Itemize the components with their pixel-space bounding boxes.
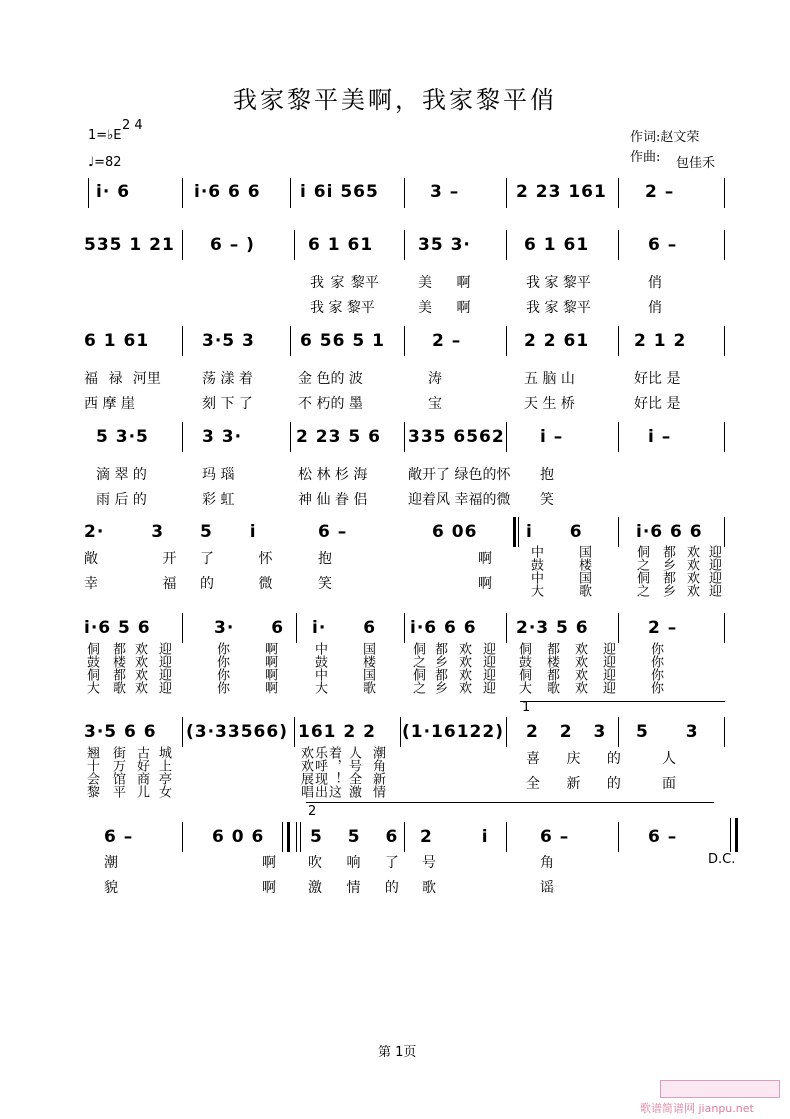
lyric: 福 禄 河里 xyxy=(84,371,161,387)
vertical-lyric: 侗之侗之 xyxy=(634,545,649,597)
measure: 5 3·5 xyxy=(96,427,149,447)
lyric: 啊 xyxy=(262,880,276,896)
tempo: ♩=82 xyxy=(88,155,122,170)
vertical-lyric: 街万馆平 xyxy=(110,746,125,798)
measure: 3 – xyxy=(430,182,460,202)
measure: 6 – xyxy=(318,522,348,542)
measure: i 6 xyxy=(526,522,583,542)
volta-2: 2 xyxy=(308,804,317,819)
measure: 6 1 61 xyxy=(84,331,150,351)
lyric: 美 啊 xyxy=(418,300,471,316)
measure: 2 – xyxy=(645,182,675,202)
vertical-lyric: 国楼国歌 xyxy=(360,642,375,694)
vertical-lyric: 国楼国歌 xyxy=(576,545,591,597)
da-capo: D.C. xyxy=(708,852,736,867)
measure: 2·3 5 6 xyxy=(516,618,589,638)
measure: 6 – xyxy=(648,235,678,255)
measure: 2· 3 xyxy=(84,522,165,542)
lyric: 我 家 黎平 xyxy=(526,300,591,316)
measure: 2 – xyxy=(648,618,678,638)
lyric: 好比 是 xyxy=(634,396,681,412)
lyric: 幸 福 xyxy=(84,576,177,592)
measure: 6 0 6 xyxy=(212,827,265,847)
lyric: 貌 xyxy=(104,880,118,896)
vertical-lyric: 着，！这 xyxy=(326,746,341,798)
measure: i·6 6 6 xyxy=(410,618,477,638)
lyric: 潮 xyxy=(104,855,118,871)
lyric: 涛 xyxy=(428,371,442,387)
lyric: 啊 xyxy=(478,551,492,567)
lyric: 敞开了 绿色的怀 xyxy=(408,467,511,483)
lyric: 了 怀 xyxy=(200,551,273,567)
vertical-lyric: 迎迎迎迎 xyxy=(480,642,495,694)
vertical-lyric: 侗之侗之 xyxy=(410,642,425,694)
measure: 2 i xyxy=(420,827,489,847)
measure: i·6 6 6 xyxy=(194,182,261,202)
vertical-lyric: 都乡都乡 xyxy=(660,545,675,597)
volta-1: 1 xyxy=(522,700,531,715)
vertical-lyric: 欢欢展唱 xyxy=(298,746,313,798)
measure: i 6i 565 xyxy=(300,182,379,202)
vertical-lyric: 都乡都乡 xyxy=(432,642,447,694)
measure: i·6 6 6 xyxy=(636,522,703,542)
vertical-lyric: 乐呼现出 xyxy=(312,746,327,798)
lyric: 荡 漾 着 xyxy=(202,371,253,387)
measure: i· 6 xyxy=(96,182,131,202)
vertical-lyric: 古好商儿 xyxy=(134,746,149,798)
key-signature: 1=♭E xyxy=(88,128,122,143)
measure: 6 – ) xyxy=(210,235,255,255)
lyric: 迎着风 幸福的微 xyxy=(408,492,511,508)
lyric: 松 林 杉 海 xyxy=(298,467,368,483)
measure: 6 1 61 xyxy=(524,235,590,255)
measure: 3·5 6 6 xyxy=(84,722,157,742)
measure: 2 2 3 xyxy=(526,722,607,742)
vertical-lyric: 都楼都歌 xyxy=(110,642,125,694)
lyric: 角 xyxy=(540,855,554,871)
vertical-lyric: 欢欢欢欢 xyxy=(456,642,471,694)
lyric: 抱 xyxy=(318,551,332,567)
page-number: 第 1页 xyxy=(378,1045,417,1060)
lyric: 五 脑 山 xyxy=(524,371,575,387)
measure: 6 – xyxy=(540,827,570,847)
watermark-logo xyxy=(660,1080,780,1098)
measure: 3· 6 xyxy=(214,618,285,638)
vertical-lyric: 都楼都歌 xyxy=(544,642,559,694)
vertical-lyric: 侗鼓侗大 xyxy=(84,642,99,694)
lyric: 人 xyxy=(662,751,676,767)
measure: i· 6 xyxy=(312,618,377,638)
measure: 5 i xyxy=(200,522,257,542)
vertical-lyric: 欢欢欢欢 xyxy=(684,545,699,597)
measure: (1·16122) xyxy=(402,722,504,742)
vertical-lyric: 翘十会黎 xyxy=(84,746,99,798)
measure: i – xyxy=(648,427,672,447)
measure: 2 23 5 6 xyxy=(296,427,381,447)
lyric: 我 家 黎平 xyxy=(310,275,379,291)
vertical-lyric: 你你你你 xyxy=(648,642,663,694)
measure: 5 3 xyxy=(636,722,699,742)
measure: 2 1 2 xyxy=(634,331,687,351)
lyric: 俏 xyxy=(648,275,662,291)
lyric: 雨 后 的 xyxy=(96,492,147,508)
measure: 535 1 21 xyxy=(84,235,175,255)
measure: 2 2 61 xyxy=(524,331,590,351)
measure: 6 06 xyxy=(432,522,478,542)
vertical-lyric: 城上亭女 xyxy=(156,746,171,798)
composer-label: 作曲: xyxy=(630,150,661,165)
measure: 6 – xyxy=(648,827,678,847)
measure: 2 – xyxy=(432,331,462,351)
lyric: 吹 响 了 xyxy=(308,855,399,871)
lyric: 激 情 的 xyxy=(308,880,399,896)
measure: 161 2 2 xyxy=(298,722,376,742)
measure: i·6 5 6 xyxy=(84,618,151,638)
lyric: 美 啊 xyxy=(418,275,471,291)
lyric: 宝 xyxy=(428,396,442,412)
vertical-lyric: 迎迎迎迎 xyxy=(600,642,615,694)
lyric: 玛 瑙 xyxy=(202,467,235,483)
lyric: 西 摩 崖 xyxy=(84,396,135,412)
lyric: 不 朽的 墨 xyxy=(298,396,363,412)
composer: 包佳禾 xyxy=(676,156,716,171)
lyricist: 作词:赵文荣 xyxy=(630,130,700,145)
measure: 3 3· xyxy=(202,427,243,447)
measure: 35 3· xyxy=(418,235,471,255)
lyric: 天 生 桥 xyxy=(524,396,575,412)
lyric: 彩 虹 xyxy=(202,492,235,508)
lyric: 啊 xyxy=(478,576,492,592)
watermark-text: 歌谱简谱网 jianpu.net xyxy=(640,1102,754,1115)
lyric: 我 家 黎平 xyxy=(526,275,591,291)
vertical-lyric: 中鼓中大 xyxy=(312,642,327,694)
vertical-lyric: 迎迎迎迎 xyxy=(706,545,721,597)
lyric: 神 仙 眷 侣 xyxy=(298,492,368,508)
lyric: 抱 xyxy=(540,467,554,483)
lyric: 金 色的 波 xyxy=(298,371,363,387)
measure: 3·5 3 xyxy=(202,331,255,351)
lyric: 敞 开 xyxy=(84,551,177,567)
lyric: 谣 xyxy=(540,880,554,896)
vertical-lyric: 侗鼓侗大 xyxy=(516,642,531,694)
lyric: 全 新 的 xyxy=(526,776,621,792)
lyric: 歌 xyxy=(422,880,436,896)
measure: i – xyxy=(540,427,564,447)
lyric: 喜 庆 的 xyxy=(526,751,621,767)
measure: 335 6562 xyxy=(408,427,505,447)
measure: 2 23 161 xyxy=(516,182,607,202)
page-title: 我家黎平美啊，我家黎平俏 xyxy=(233,86,557,114)
lyric: 俏 xyxy=(648,300,662,316)
lyric: 的 微 xyxy=(200,576,273,592)
vertical-lyric: 啊啊啊啊 xyxy=(262,642,277,694)
measure: 5 5 6 xyxy=(310,827,399,847)
measure: 6 – xyxy=(104,827,134,847)
time-signature: 2 4 xyxy=(122,118,143,133)
lyric: 滴 翠 的 xyxy=(96,467,147,483)
measure: (3·33566) xyxy=(186,722,288,742)
vertical-lyric: 中鼓中大 xyxy=(528,545,543,597)
lyric: 我 家 黎平 xyxy=(310,300,375,316)
measure: 6 56 5 1 xyxy=(300,331,385,351)
lyric: 好比 是 xyxy=(634,371,681,387)
measure: 6 1 61 xyxy=(308,235,374,255)
lyric: 笑 xyxy=(540,492,554,508)
lyric: 号 xyxy=(422,855,436,871)
vertical-lyric: 欢欢欢欢 xyxy=(132,642,147,694)
vertical-lyric: 人号全激 xyxy=(346,746,361,798)
lyric: 笑 xyxy=(318,576,332,592)
vertical-lyric: 迎迎迎迎 xyxy=(156,642,171,694)
lyric: 刻 下 了 xyxy=(202,396,253,412)
lyric: 啊 xyxy=(262,855,276,871)
vertical-lyric: 你你你你 xyxy=(214,642,229,694)
lyric: 面 xyxy=(662,776,676,792)
vertical-lyric: 潮角新情 xyxy=(370,746,385,798)
vertical-lyric: 欢欢欢欢 xyxy=(572,642,587,694)
